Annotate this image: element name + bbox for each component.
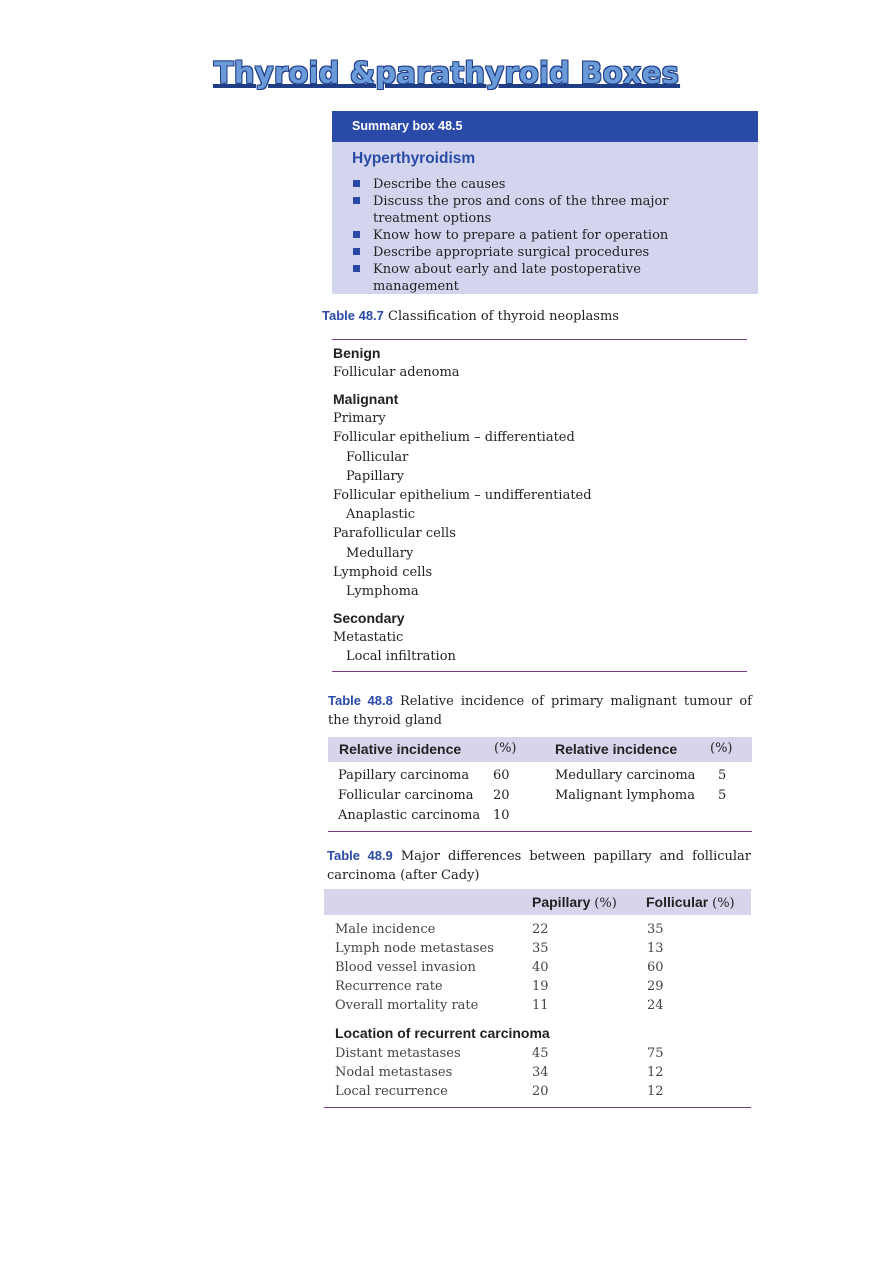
table-48-7-label: Table 48.7 xyxy=(322,308,384,323)
table-row: Follicular epithelium – undifferentiated xyxy=(333,488,592,504)
table-row: Anaplastic xyxy=(346,507,416,523)
square-bullet-icon xyxy=(353,248,360,255)
list-item: Know about early and late postoperative management xyxy=(332,261,758,295)
table-48-9-bottom-rule xyxy=(324,1107,751,1108)
table-cell: 35 xyxy=(532,941,549,956)
table-row: Follicular epithelium – differentiated xyxy=(333,430,575,446)
list-item: Know how to prepare a patient for operation xyxy=(332,227,758,244)
table-cell: Recurrence rate xyxy=(335,979,443,994)
table-cell: 20 xyxy=(532,1084,549,1099)
table-cell: Nodal metastases xyxy=(335,1065,453,1080)
summary-box xyxy=(332,111,758,294)
table-row: Follicular xyxy=(346,449,409,465)
subsection-heading: Location of recurrent carcinoma xyxy=(335,1025,550,1041)
table-cell: Lymph node metastases xyxy=(335,941,494,956)
table-cell: 22 xyxy=(532,922,549,937)
column-header: Relative incidence xyxy=(555,741,678,757)
table-cell: 60 xyxy=(493,768,510,783)
table-48-9-body xyxy=(324,922,751,1102)
secondary-heading: Secondary xyxy=(333,610,405,627)
table-cell: Local recurrence xyxy=(335,1084,448,1099)
square-bullet-icon xyxy=(353,231,360,238)
table-cell: 29 xyxy=(647,979,664,994)
table-48-8-caption xyxy=(328,691,752,730)
column-header: Relative incidence xyxy=(339,741,462,757)
table-cell: 35 xyxy=(647,922,664,937)
summary-list xyxy=(332,176,758,295)
table-cell: 24 xyxy=(647,998,664,1013)
table-row: Local infiltration xyxy=(346,649,456,665)
square-bullet-icon xyxy=(353,265,360,272)
table-cell: Medullary carcinoma xyxy=(555,768,696,783)
square-bullet-icon xyxy=(353,180,360,187)
table-cell: 5 xyxy=(718,788,727,803)
table-cell: 12 xyxy=(647,1065,664,1080)
table-48-9-caption xyxy=(327,846,751,885)
table-cell: Malignant lymphoma xyxy=(555,788,695,803)
summary-box-heading: Hyperthyroidism xyxy=(352,150,476,167)
malignant-heading: Malignant xyxy=(333,391,399,408)
table-48-9-label: Table 48.9 xyxy=(327,848,393,863)
column-header: Papillary (%) xyxy=(532,894,617,911)
table-row: Metastatic xyxy=(333,630,404,646)
table-cell: 12 xyxy=(647,1084,664,1099)
column-header: (%) xyxy=(494,741,517,756)
table-48-9-title: Major differences between papillary and follicular carcinoma (after Cady) xyxy=(327,849,752,883)
table-cell: 13 xyxy=(647,941,664,956)
square-bullet-icon xyxy=(353,197,360,204)
table-cell: 20 xyxy=(493,788,510,803)
table-cell: Follicular carcinoma xyxy=(338,788,474,803)
table-cell: Anaplastic carcinoma xyxy=(338,808,481,823)
table-row: Lymphoma xyxy=(346,584,419,600)
table-row: Lymphoid cells xyxy=(333,564,433,580)
table-48-7-bottom-rule xyxy=(332,671,747,672)
table-48-8-bottom-rule xyxy=(328,831,752,832)
table-cell: 34 xyxy=(532,1065,549,1080)
table-cell: 11 xyxy=(532,998,549,1013)
table-cell: Male incidence xyxy=(335,922,436,937)
benign-heading: Benign xyxy=(333,345,381,361)
table-48-9-header xyxy=(324,889,751,915)
table-48-8-body xyxy=(328,768,752,828)
summary-box-label: Summary box 48.5 xyxy=(332,111,758,142)
table-cell: 19 xyxy=(532,979,549,994)
table-48-7-top-rule xyxy=(332,339,747,340)
table-row: Follicular adenoma xyxy=(333,365,460,380)
table-row: Papillary xyxy=(346,468,405,484)
page-title: Thyroid &parathyroid Boxes xyxy=(213,56,680,90)
table-48-8-label: Table 48.8 xyxy=(328,693,393,708)
table-48-8-title: Relative incidence of primary malignant tumour of the thyroid gland xyxy=(328,694,752,728)
column-header: (%) xyxy=(710,741,733,756)
table-48-8-header xyxy=(328,737,752,762)
list-item: Describe the causes xyxy=(332,176,758,193)
table-cell: 40 xyxy=(532,960,549,975)
table-cell: 60 xyxy=(647,960,664,975)
table-cell: 5 xyxy=(718,768,727,783)
table-cell: 45 xyxy=(532,1046,549,1061)
table-cell: Distant metastases xyxy=(335,1046,461,1061)
table-cell: Papillary carcinoma xyxy=(338,768,470,783)
list-item: Describe appropriate surgical procedures xyxy=(332,244,758,261)
table-48-7 xyxy=(333,344,753,667)
table-row: Medullary xyxy=(346,545,414,561)
table-row: Parafollicular cells xyxy=(333,526,456,542)
table-cell: Blood vessel invasion xyxy=(335,960,476,975)
table-cell: 10 xyxy=(493,808,510,823)
column-header: Follicular (%) xyxy=(646,894,735,911)
list-item: Discuss the pros and cons of the three major treatment options xyxy=(332,193,758,227)
table-48-7-title: Classification of thyroid neoplasms xyxy=(388,309,619,324)
table-cell: 75 xyxy=(647,1046,664,1061)
table-48-7-caption xyxy=(322,308,619,324)
table-row: Primary xyxy=(333,411,386,427)
table-cell: Overall mortality rate xyxy=(335,998,479,1013)
